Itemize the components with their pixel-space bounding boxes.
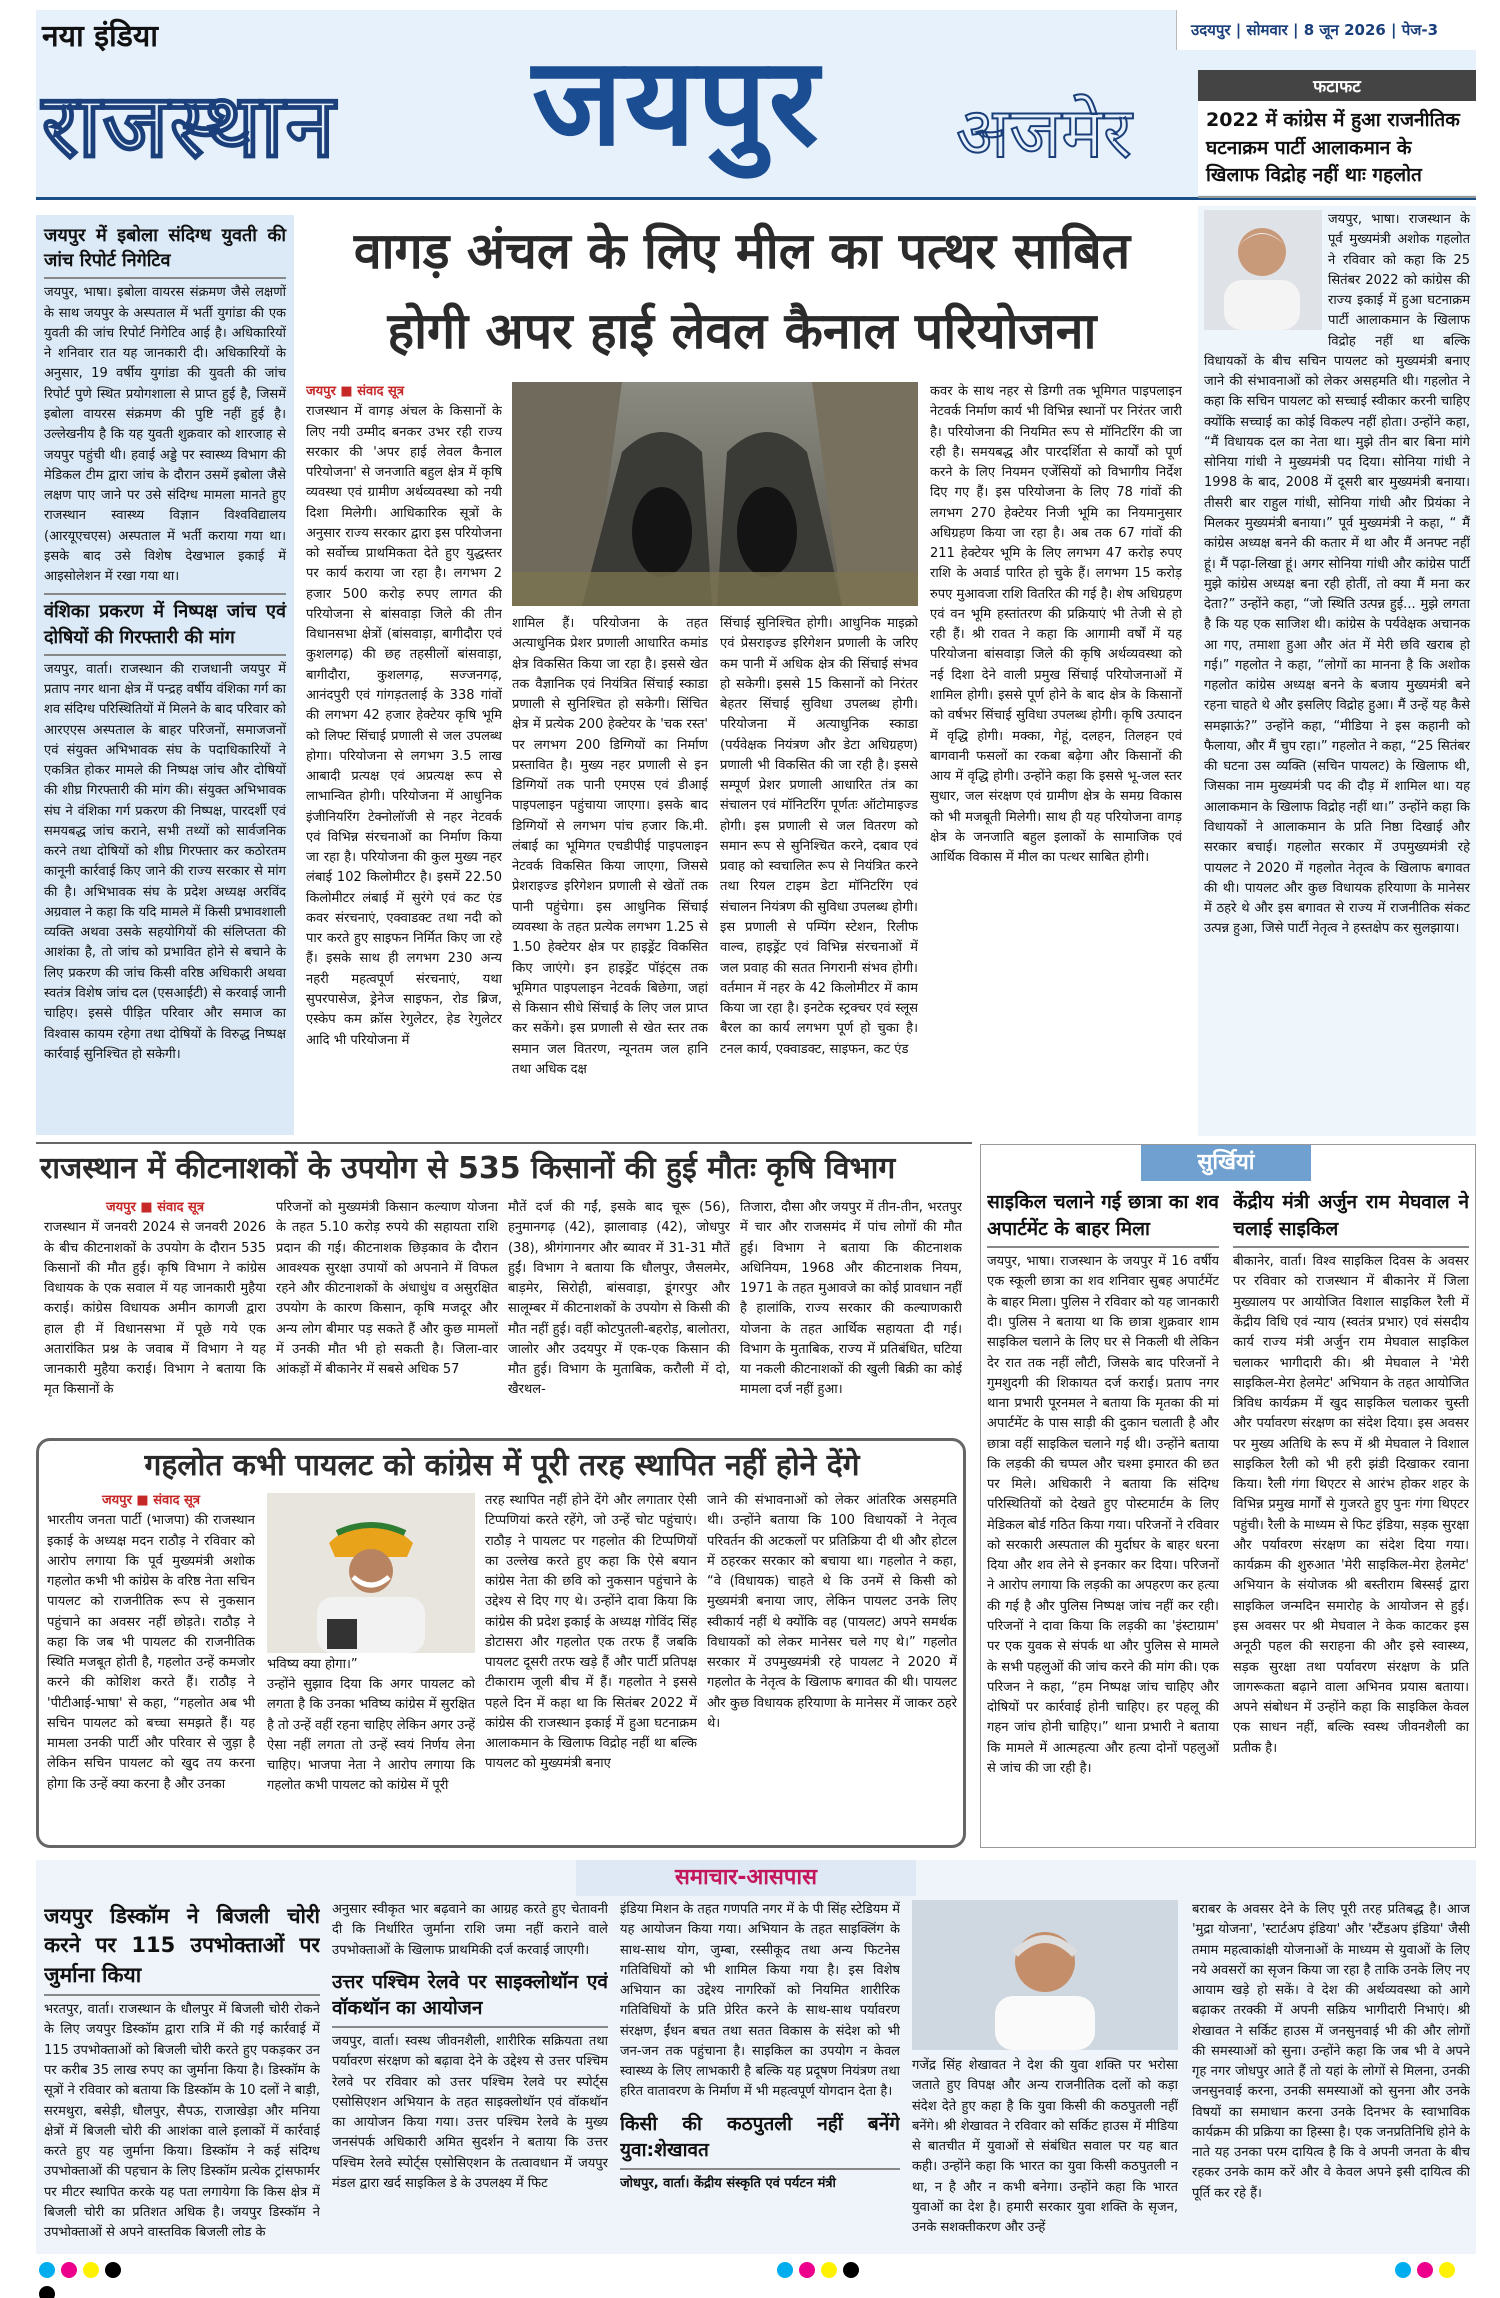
- shekhawat-photo: [912, 1900, 1178, 2050]
- gehlot-text-1: भारतीय जनता पार्टी (भाजपा) की राजस्थान इकाई के अध्यक्ष मदन राठौड़ ने रविवार को आरोप लगाया कि पूर्व मुख्यमंत्री अशोक गहलोत कभी भी कांग्रेस के वरिष्ठ नेता सचिन पायलट को राजनीतिक रूप से नुकसान पहुंचाने का अवसर नहीं छोड़ते। राठौड़ ने कहा कि जब भी पायलट की राजनीतिक स्थिति मजबूत होती है, गहलोत उन्हें कमजोर करने की कोशिश करते हैं। राठौड़ ने 'पीटीआई-भाषा' से कहा, “गहलोत अब भी सचिन पायलट को बच्चा समझते हैं। यह मामला उनकी पार्टी और परिवार से जुड़ा है लेकिन सचिन पायलट को खुद तय करना होगा कि उन्हें क्या करना है और उनका: [47, 1513, 255, 1792]
- surkhiyan-a-headline: साइकिल चलाने गई छात्रा का शव अपार्टमेंट के बाहर मिला: [987, 1187, 1219, 1248]
- gehlot-headline: गहलोत कभी पायलट को कांग्रेस में पूरी तरह स्थापित नहीं होने देंगे: [144, 1448, 860, 1483]
- lead-col-3: सिंचाई सुनिश्चित होगी। आधुनिक माइक्रो एवं प्रेसराइज्ड इरिगेशन प्रणाली के जरिए कम पानी में अधिक क्षेत्र की सिंचाई संभव हो सकेगी। इससे 15 किसानों को निरंतर बेहतर सिंचाई सुविधा उपलब्ध होगी। परियोजना में अत्याधुनिक स्काडा (पर्यवेक्षक नियंत्रण और डेटा अधिग्रहण) प्रणाली भी विकसित की जा रही है। इससे सम्पूर्ण प्रेशर प्रणाली आधारित तंत्र का संचालन एवं मॉनिटरिंग पूर्णतः ऑटोमाइज्ड होगी। इस प्रणाली से जल वितरण को समान रूप से सुनिश्चित करने, दबाव एवं प्रवाह को स्वचालित रूप से नियंत्रित करने तथा रियल टाइम डेटा मॉनिटरिंग एवं संचालन नियंत्रण की सुविधा उपलब्ध होगी। इस प्रणाली से पम्पिंग स्टेशन, रिलीफ वाल्व, हाइड्रेंट एवं विभिन्न संरचनाओं में जल प्रवाह की सतत निगरानी संभव होगी। वर्तमान में नहर के 42 किलोमीटर में काम किया जा रहा है। इनटेक स्ट्रक्चर एवं स्लूस बैरल का कार्य लगभग पूर्ण हो चुका है। टनल कार्य, एक्वाडक्ट, साइफन, कट एंड: [720, 616, 918, 1057]
- lead-col-2: शामिल हैं। परियोजना के तहत अत्याधुनिक प्रेशर प्रणाली आधारित कमांड क्षेत्र विकसित किया जा रहा है। इससे खेत तक वैज्ञानिक एवं नियंत्रित सिंचाई स्काडा प्रणाली से सुनिश्चित हो सकेगी। सिंचित क्षेत्र में प्रत्येक 200 हेक्टेयर के 'चक रस्त' पर लगभग 200 डिग्गियों का निर्माण प्रस्तावित है। मुख्य नहर प्रणाली से इन डिग्गियों तक पानी एमएस एवं डीआई पाइपलाइन पहुंचाया जाएगा। इसके बाद डिग्गियों से लगभग पांच हजार कि.मी. लंबाई का भूमिगत एचडीपीई पाइपलाइन नेटवर्क विकसित किया जाएगा, जिससे प्रेशराइज्ड इरिगेशन प्रणाली से खेतों तक पानी पहुंचेगा। इस आधुनिक सिंचाई व्यवस्था के तहत प्रत्येक लगभग 1.25 से 1.50 हेक्टेयर क्षेत्र पर हाइड्रेंट विकसित किए जाएंगे। इन हाइड्रेंट पॉइंट्स तक भूमिगत पाइपलाइन नेटवर्क बिछेगा, जहां से किसान सीधे सिंचाई के लिए जल प्राप्त कर सकेंगे। इस प्रणाली से खेत स्तर तक समान जल वितरण, न्यूनतम जल हानि तथा अधिक दक्ष: [512, 616, 708, 1077]
- surkhiyan-b: [1233, 1187, 1469, 1843]
- pesticide-col-3: मौतें दर्ज की गईं, इसके बाद चूरू (56), हनुमानगढ़ (42), झालावाड़ (42), जोधपुर (38), श्रीगंगानगर और ब्यावर में 31-31 मौतें हुईं। विभाग ने बताया कि धौलपुर, जैसलमेर, बाड़मेर, सिरोही, बांसवाड़ा, डूंगरपुर और सालूम्बर में कीटनाशकों के उपयोग से किसी की मौत नहीं हुई। वहीं कोटपुतली-बहरोड़, बालोतरा, जालोर और उदयपुर में एक-एक किसान की मौत हुई। विभाग के मुताबिक, करौली में दो, खैरथल-: [508, 1200, 730, 1398]
- pesticide-col-4: तिजारा, दौसा और जयपुर में तीन-तीन, भरतपुर में चार और राजसमंद में पांच लोगों की मौत हुई। विभाग ने बताया कि कीटनाशक अधिनियम, 1968 और कीटनाशक नियम, 1971 के तहत मुआवजे का कोई प्रावधान नहीं है हालांकि, राज्य सरकार की कल्याणकारी योजना के तहत आर्थिक सहायता दी गई। विभाग के मुताबिक, राज्य में प्रतिबंधित, घटिया या नकली कीटनाशकों की खुली बिक्री का कोई मामला दर्ज नहीं हुआ।: [740, 1200, 962, 1398]
- city-name: जयपुर: [532, 31, 821, 173]
- fit-body: इंडिया मिशन के तहत गणपति नगर में के पी सिंह स्टेडियम में यह आयोजन किया गया। अभियान के तहत साइक्लिंग के साथ-साथ योग, जुम्बा, रस्सीकूद तथा अन्य फिटनेस गतिविधियों को भी शामिल किया गया है। इस विशेष अभियान का उद्देश्य नागरिकों को नियमित शारीरिक गतिविधियों के प्रति प्रेरित करने के साथ-साथ पर्यावरण संरक्षण, ईंधन बचत तथा सतत विकास के संदेश को भी जन-जन तक पहुंचाना है। साइकिल का उपयोग न केवल स्वास्थ्य के लिए लाभकारी है बल्कि यह प्रदूषण नियंत्रण तथा हरित वातावरण के निर्माण में भी महत्वपूर्ण योगदान देता है।: [620, 1902, 900, 2100]
- surkhiyan-b-body: बीकानेर, वार्ता। विश्व साइकिल दिवस के अवसर पर रविवार को राजस्थान में बीकानेर में जिला मुख्यालय पर आयोजित विशाल साइकिल रैली में केंद्रीय विधि एवं न्याय (स्वतंत्र प्रभार) एवं संसदीय कार्य राज्य मंत्री अर्जुन राम मेघवाल साइकिल चलाकर भागीदारी की। श्री मेघवाल ने 'मेरी साइकिल-मेरा हेलमेट' अभियान के तहत आयोजित त्रिविध कार्यक्रम में खुद साइकिल चलाकर चुस्ती और पर्यावरण संरक्षण का संदेश दिया। इस अवसर पर मुख्य अतिथि के रूप में श्री मेघवाल ने विशाल साइकिल रैली को भी हरी झंडी दिखाकर रवाना किया। रैली गंगा थिएटर से आरंभ होकर शहर के विभिन्न प्रमुख मार्गों से गुजरते हुए पुनः गंगा थिएटर पहुंची। रैली के माध्यम से फिट इंडिया, सड़क सुरक्षा और पर्यावरण संरक्षण का संदेश दिया गया। कार्यक्रम की शुरुआत 'मेरी साइकिल-मेरा हेलमेट' अभियान के संयोजक श्री बस्तीराम बिस्सई द्वारा साइकिल जन्मदिन समारोह के आयोजन से हुई। इस अवसर पर श्री मेघवाल ने केक काटकर इस अनूठी पहल की सराहना की और इसे स्वास्थ्य, सड़क सुरक्षा तथा पर्यावरण संरक्षण के प्रति जागरूकता बढ़ाने वाला अभिनव प्रयास बताया। अपने संबोधन में उन्होंने कहा कि साइकिल केवल एक साधन नहीं, बल्कि स्वस्थ जीवनशैली का प्रतीक है।: [1233, 1254, 1469, 1756]
- pesticide-headline: राजस्थान में कीटनाशकों के उपयोग से 535 किसानों की हुई मौतः कृषि विभाग: [40, 1151, 896, 1186]
- fit-story: [620, 1900, 900, 2250]
- state-name: राजस्थान: [42, 74, 337, 177]
- gehlot-col-1: [47, 1491, 255, 1843]
- rail-story: [332, 1900, 608, 2250]
- pesticide-text-1: राजस्थान में जनवरी 2024 से जनवरी 2026 के बीच कीटनाशकों के उपयोग के दौरान 535 किसानों की मौत हुई। कृषि विभाग ने कांग्रेस विधायक के एक सवाल में यह जानकारी मुहैया कराई। कांग्रेस विधायक अमीन कागजी द्वारा हाल ही में विधानसभा में पूछे गये एक अतारांकित प्रश्न के जवाब में विभाग ने यह जानकारी मुहैया कराई। विभाग ने बताया कि मृत किसानों के: [44, 1220, 266, 1398]
- pesticide-col-2: परिजनों को मुख्यमंत्री किसान कल्याण योजना के तहत 5.10 करोड़ रुपये की सहायता राशि प्रदान की गई। कीटनाशक छिड़काव के दौरान आवश्यक सुरक्षा उपायों को अपनाने में विफल रहने और कीटनाशकों के अंधाधुंध व असुरक्षित उपयोग के कारण किसान, कृषि मजदूर और अन्य लोग बीमार पड़ सकते हैं और कुछ मामलों में उनकी मौत भी हो सकती है। जिला-वार आंकड़ों में बीकानेर में सबसे अधिक 57: [276, 1200, 498, 1378]
- aaspaas-tag: समाचार-आसपास: [576, 1860, 916, 1896]
- youth-col-1: गजेंद्र सिंह शेखावत ने देश की युवा शक्ति पर भरोसा जताते हुए विपक्ष और अन्य राजनीतिक दलों को कड़ा संदेश देते हुए कहा है कि युवा किसी की कठपुतली नहीं बनेंगे। श्री शेखावत ने रविवार को सर्किट हाउस में मीडिया से बातचीत में युवाओं से संबंधित सवाल पर यह बात कही। उन्होंने कहा कि भारत का युवा किसी कठपुतली न था, न है और न कभी बनेगा। उन्होंने कहा कि भारत युवाओं का देश है। हमारी सरकार युवा शक्ति के सृजन, उनके सशक्तीकरण और उन्हें: [912, 2058, 1178, 2236]
- lead-col-4: कवर के साथ नहर से डिग्गी तक भूमिगत पाइपलाइन नेटवर्क निर्माण कार्य भी विभिन्न स्थानों पर निरंतर जारी है। परियोजना की नियमित रूप से मॉनिटरिंग की जा रही है। समयबद्ध और पारदर्शिता से कार्यों को पूर्ण करने के लिए नियमन एजेंसियों को विभागीय निर्देश दिए गए हैं। इस परियोजना के लिए 78 गांवों की लगभग 270 हेक्टेयर निजी भूमि का नियमानुसार अधिग्रहण किया जा रहा है। अब तक 67 गांवों की 211 हेक्टेयर भूमि के लिए लगभग 47 करोड़ रुपए राशि के अवार्ड पारित हो चुके हैं। लगभग 15 करोड़ रुपए मुआवजा राशि वितरित की गई है। शेष अधिग्रहण एवं वन भूमि हस्तांतरण की प्रक्रियाएं भी तेजी से हो रही हैं। श्री रावत ने कहा कि आगामी वर्षों में यह परियोजना बांसवाड़ा जिले की कृषि अर्थव्यवस्था को नई दिशा देने वाली प्रमुख सिंचाई परियोजनाओं में शामिल होगी। इससे पूर्ण होने के बाद क्षेत्र के किसानों को वर्षभर सिंचाई सुविधा उपलब्ध होगी। कृषि उत्पादन में वृद्धि होगी। मक्का, गेहूं, दलहन, तिलहन एवं बागवानी फसलों का रकबा बढ़ेगा और किसानों की आय में वृद्धि होगी। उन्होंने कहा कि इससे भू-जल स्तर सुधार, जल संरक्षण एवं ग्रामीण क्षेत्र के समग्र विकास को भी मजबूती मिलेगी। साथ ही यह परियोजना वागड़ क्षेत्र के जनजाति बहुल इलाकों के सामाजिक एवं आर्थिक विकास में मील का पत्थर साबित होगी।: [930, 384, 1182, 866]
- fatafat-body-column: [1198, 206, 1476, 1136]
- lead-col-1: [306, 382, 502, 1134]
- rail-headline: उत्तर पश्चिम रेलवे पर साइक्लोथॉन एवं वॉकथॉन का आयोजन: [332, 1967, 608, 2028]
- lead-headline-1: वागड़ अंचल के लिए मील का पत्थर साबित: [353, 222, 1131, 280]
- fatafat-body: जयपुर, भाषा। राजस्थान के पूर्व मुख्यमंत्री अशोक गहलोत ने रविवार को कहा कि 25 सितंबर 2022 को कांग्रेस की राज्य इकाई में हुआ घटनाक्रम पार्टी आलाकमान के खिलाफ विद्रोह नहीं था बल्कि विधायकों के बीच सचिन पायलट को मुख्यमंत्री बनाए जाने की संभावनाओं को लेकर असहमति थी। गहलोत ने कहा कि सचिन पायलट को सच्चाई स्वीकार करनी चाहिए क्योंकि सच्चाई का कोई विकल्प नहीं होता। उन्होंने कहा, “मैं विधायक दल का नेता था। मुझे तीन बार बिना मांगे सोनिया गांधी ने मुख्यमंत्री पद दिया। सोनिया गांधी ने 1998 के बाद, 2008 में दूसरी बार मुख्यमंत्री बनाया। तीसरी बार राहुल गांधी, सोनिया गांधी और प्रियंका ने मिलकर मुख्यमंत्री बनाया।” पूर्व मुख्यमंत्री ने कहा, “ मैं कांग्रेस अध्यक्ष बनने की कतार में था और मैं अनफ्ट नहीं हूं। मैं पढ़ा-लिखा हूं। अगर सोनिया गांधी और कांग्रेस पार्टी मुझे कांग्रेस अध्यक्ष बना रही होतीं, तो क्या मैं मना कर देता?” उन्होंने कहा, “जो स्थिति उत्पन्न हुई... मुझे लगता है कि यह एक साजिश थी। कांग्रेस के पर्यवेक्षक अचानक आ गए, तमाशा हुआ और अंत में मेरी छवि खराब हो गई।” गहलोत ने कहा, “लोगों का मानना है कि अशोक गहलोत कांग्रेस अध्यक्ष बनने के बजाय मुख्यमंत्री बने रहना चाहते थे और इसलिए विद्रोह हुआ। मैं उन्हें यह कैसे समझाऊं?” उन्होंने कहा, “मीडिया ने इस कहानी को फैलाया, और मैं चुप रहा।” गहलोत ने कहा, “25 सितंबर की घटना उस व्यक्ति (सचिन पायलट) के खिलाफ थी, जिसका नाम मुख्यमंत्री पद की दौड़ में शामिल था। यह आलाकमान के खिलाफ विद्रोह नहीं था।” उन्होंने कहा कि विधायकों ने आलाकमान के प्रति निष्ठा दिखाई और सरकार बचाई। गहलोत सरकार में उपमुख्यमंत्री रहे पायलट ने 2020 में गहलोत नेतृत्व के खिलाफ बगावत की थी। पायलट और कुछ विधायक हरियाणा के मानेसर में ठहरे थे और इस बगावत से राज्य में राजनीतिक संकट उत्पन्न हुआ, जिसे पार्टी नेतृत्व ने हस्तक्षेप कर सुलझाया।: [1204, 212, 1470, 937]
- date-strip: [1176, 10, 1476, 50]
- divider: [36, 1142, 972, 1144]
- gehlot-col-3: तरह स्थापित नहीं होने देंगे और लगातार ऐसी टिप्पणियां करते रहेंगे, जो उन्हें चोट पहुंचाएं। राठौड़ ने पायलट पर गहलोत की टिप्पणियों का उल्लेख करते हुए कहा कि ऐसे बयान कांग्रेस नेता की छवि को नुकसान पहुंचाने के उद्देश्य से दिए गए थे। उन्होंने दावा किया कि कांग्रेस की प्रदेश इकाई के अध्यक्ष गोविंद सिंह डोटासरा और गहलोत एक तरफ हैं जबकि पायलट दूसरी तरफ खड़े हैं और पार्टी प्रतिपक्ष टीकाराम जूली बीच में हैं। गहलोत ने इससे पहले दिन में कहा था कि सितंबर 2022 में कांग्रेस की राजस्थान इकाई में हुआ घटनाक्रम आलाकमान के खिलाफ विद्रोह नहीं था बल्कि पायलट को मुख्यमंत्री बनाए: [485, 1493, 697, 1772]
- rail-body: जयपुर, वार्ता। स्वस्थ जीवनशैली, शारीरिक सक्रियता तथा पर्यावरण संरक्षण को बढ़ावा देने के उद्देश्य से उत्तर पश्चिम रेलवे पर रविवार को उत्तर पश्चिम रेलवे पर स्पोर्ट्स एसोसिएशन अभियान के तहत साइक्लोथॉन एवं वॉकथॉन का आयोजन किया गया। उत्तर पश्चिम रेलवे के मुख्य जनसंपर्क अधिकारी अमित सुदर्शन ने बताया कि उत्तर पश्चिम रेलवे स्पोर्ट्स एसोसिएशन के तत्वावधान में जयपुर मंडल द्वारा खर्द साइकिल डे के उपलक्ष्य में फिट: [332, 2033, 608, 2191]
- discom-body-2: अनुसार स्वीकृत भार बढ़वाने का आग्रह करते हुए चेतावनी दी कि निर्धारित जुर्माना राशि जमा नहीं कराने वाले उपभोक्ताओं के खिलाफ प्राथमिकी दर्ज करवाई जाएगी।: [332, 1902, 608, 1958]
- surkhiyan-tag: सुर्खियां: [1141, 1145, 1311, 1181]
- discom-body: भरतपुर, वार्ता। राजस्थान के धौलपुर में बिजली चोरी रोकने के लिए जयपुर डिस्कॉम द्वारा रात्रि में की गई कार्रवाई में 115 उपभोक्ताओं को बिजली चोरी करते हुए पकड़कर उन पर करीब 35 लाख रुपए का जुर्माना किया है। डिस्कॉम के सूत्रों ने रविवार को बताया कि डिस्कॉम के 10 दलों ने बाड़ी, सरमथुरा, बसेड़ी, धौलपुर, सैपऊ, राजाखेड़ा और मनिया क्षेत्रों में बिजली चोरी की आशंका वाले इलाकों में कार्रवाई करते हुए यह जुर्माना किया। डिस्कॉम ने कई संदिग्ध उपभोक्ताओं की पहचान के लिए डिस्कॉम प्रत्येक ट्रांसफार्मर पर मीटर स्थापित करके यह पता लगायेगा कि किस क्षेत्र में बिजली चोरी का प्रतिशत अधिक है। जयपुर डिस्कॉम ने उपभोक्ताओं से अपने वास्तविक बिजली लोड के: [44, 2002, 320, 2241]
- surkhiyan-box: [980, 1144, 1476, 1848]
- gehlot-byline: जयपुर ■ संवाद सूत्र: [102, 1493, 200, 1508]
- vanshika-body: जयपुर, वार्ता। राजस्थान की राजधानी जयपुर में प्रताप नगर थाना क्षेत्र में पन्द्रह वर्षीय वंशिका गर्ग का शव संदिग्ध परिस्थितियों में मिलने के बाद परिवार को आरएएस अस्पताल के बाहर परिजनों, समाजजनों एवं संयुक्त अभिभावक संघ के पदाधिकारियों ने एकत्रित होकर मामले की निष्पक्ष जांच और दोषियों की शीघ्र गिरफ्तारी की मांग की। संयुक्त अभिभावक संघ ने वंशिका गर्ग प्रकरण की निष्पक्ष, पारदर्शी एवं समयबद्ध जांच कराने, सभी तथ्यों को सार्वजनिक करने तथा दोषियों को शीघ्र गिरफ्तार कर कठोरतम कानूनी कार्रवाई किए जाने की राज्य सरकार से मांग की है। अभिभावक संघ के प्रदेश अध्यक्ष अरविंद अग्रवाल ने कहा कि यदि मामले में किसी प्रभावशाली व्यक्ति अथवा उसके सहयोगियों की संलिप्तता की आशंका है, तो जांच को प्रभावित होने से बचाने के लिए प्रकरण की जांच किसी वरिष्ठ अधिकारी अथवा स्वतंत्र विशेष जांच दल (एसआईटी) से करवाई जानी चाहिए। इससे पीड़ित परिवार और समाज का विश्वास कायम रहेगा तथा दोषियों के विरुद्ध निष्पक्ष कार्रवाई सुनिश्चित हो सकेगी।: [44, 661, 287, 1062]
- aaspaas-section: [36, 1860, 1476, 2254]
- surkhiyan-b-headline: केंद्रीय मंत्री अर्जुन राम मेघवाल ने चलाई साइकिल: [1233, 1187, 1469, 1248]
- gehlot-caption: भविष्य क्या होगा।”: [267, 1657, 358, 1672]
- gehlot-col-4: जाने की संभावनाओं को लेकर आंतरिक असहमति थी। उन्होंने बताया कि 100 विधायकों ने नेतृत्व परिवर्तन की अटकलों पर प्रतिक्रिया दी थी और होटल में ठहरकर सरकार को बचाया था। गहलोत ने कहा, “वे (विधायक) चाहते थे कि उनमें से किसी को मुख्यमंत्री बनाया जाए, लेकिन पायलट उनके लिए स्वीकार्य नहीं थे क्योंकि वह (पायलट) अपने समर्थक विधायकों को लेकर मानेसर चले गए थे।” गहलोत सरकार में उपमुख्यमंत्री रहे पायलट ने 2020 में गहलोत के नेतृत्व के खिलाफ बगावत की थी। पायलट और कुछ विधायक हरियाणा के मानेसर में जाकर ठहरे थे।: [707, 1493, 957, 1731]
- ebola-headline: जयपुर में इबोला संदिग्ध युवती की जांच रिपोर्ट निगेटिव: [44, 221, 286, 279]
- youth-headline: किसी की कठपुतली नहीं बनेंगे युवा:शेखावत: [620, 2109, 900, 2170]
- gehlot-photo: [1204, 210, 1322, 330]
- paper-name: नया इंडिया: [42, 19, 158, 54]
- surkhiyan-a-body: जयपुर, भाषा। राजस्थान के जयपुर में 16 वर्षीय एक स्कूली छात्रा का शव शनिवार सुबह अपार्टमेंट के बाहर मिला। पुलिस ने रविवार को यह जानकारी दी। पुलिस ने बताया था कि छात्रा शुक्रवार शाम साइकिल चलाने के लिए घर से निकली थी लेकिन देर रात तक नहीं लौटी, जिसके बाद परिजनों ने गुमशुदगी की शिकायत दर्ज कराई। प्रताप नगर थाना प्रभारी पूरनमल ने बताया कि मृतका की मां अपार्टमेंट के पास साड़ी की दुकान चलाती है और छात्रा वहीं साइकिल चलाने गई थी। उन्होंने बताया कि लड़की की चप्पल और चश्मा इमारत की छत पर मिले। अधिकारी ने बताया कि संदिग्ध परिस्थितियों को देखते हुए पोस्टमार्टम के लिए मेडिकल बोर्ड गठित किया गया। परिजनों ने रविवार को सरकारी अस्पताल की मुर्दाघर के बाहर धरना दिया और शव लेने से इनकार कर दिया। परिजनों ने आरोप लगाया कि लड़की का अपहरण कर हत्या की गई है और पुलिस निष्पक्ष जांच नहीं कर रही। परिजनों ने दावा किया कि लड़की का 'इंस्टाग्राम' पर एक युवक से संपर्क था और पुलिस से मामले के सभी पहलुओं की जांच करने की मांग की। एक परिजन ने कहा, “हम निष्पक्ष जांच चाहिए और दोषियों पर कार्रवाई होनी चाहिए। हर पहलू की गहन जांच होनी चाहिए।” थाना प्रभारी ने बताया कि मामले में आत्महत्या और हत्या दोनों पहलुओं से जांच की जा रही है।: [987, 1254, 1219, 1776]
- discom-headline: जयपुर डिस्कॉम ने बिजली चोरी करने पर 115 उपभोक्ताओं पर जुर्माना किया: [44, 1900, 320, 1996]
- fatafat-tag: फटाफट: [1198, 70, 1476, 101]
- date-line: उदयपुर | सोमवार | 8 जून 2026 | पेज-3: [1191, 21, 1439, 39]
- newspaper-page: [36, 10, 1476, 2280]
- vanshika-headline: वंशिका प्रकरण में निष्पक्ष जांच एवं दोषियों की गिरफ्तारी की मांग: [44, 593, 286, 655]
- rathore-photo: [267, 1493, 475, 1653]
- discom-story: [44, 1900, 320, 2250]
- lead-headline-2: होगी अपर हाई लेवल कैनाल परियोजना: [387, 302, 1097, 360]
- canal-tunnel-photo: [512, 382, 918, 606]
- lead-byline: जयपुर ■ संवाद सूत्र: [306, 384, 404, 399]
- youth-byline: जोधपुर, वार्ता। केंद्रीय संस्कृति एवं पर्यटन मंत्री: [620, 2175, 836, 2191]
- lead-text-1: राजस्थान में वागड़ अंचल के किसानों के लिए नयी उम्मीद बनकर उभर रही राज्य सरकार की 'अपर हाई लेवल कैनाल परियोजना' से जनजाति बहुल क्षेत्र में कृषि व्यवस्था एवं ग्रामीण अर्थव्यवस्था को नयी दिशा मिलेगी। आधिकारिक सूत्रों के अनुसार राज्य सरकार द्वारा इस परियोजना को सर्वोच्च प्राथमिकता देते हुए युद्धस्तर पर कार्य कराया जा रहा है। लगभग 2 हजार 500 करोड़ रुपए लागत की परियोजना से बांसवाड़ा जिले की तीन विधानसभा क्षेत्रों (बांसवाड़ा, बागीदौरा एवं कुशलगढ़) की छह तहसीलों बांसवाड़ा, बागीदौरा, कुशलगढ़, सज्जनगढ़, आनंदपुरी एवं गांगड़तलाई के 338 गांवों की लगभग 42 हजार हेक्टेयर कृषि भूमि को लिफ्ट सिंचाई प्रणाली से जल उपलब्ध होगा। परियोजना से लगभग 3.5 लाख आबादी प्रत्यक्ष एवं अप्रत्यक्ष रूप से लाभान्वित होगी। परियोजना में आधुनिक इंजीनियरिंग टेक्नोलॉजी से नहर नेटवर्क एवं विभिन्न संरचनाओं का निर्माण किया जा रहा है। परियोजना की कुल मुख्य नहर लंबाई 102 किलोमीटर है। इसमें 22.50 किलोमीटर लंबाई में सुरंगे एवं कट एंड कवर संरचनाएं, एक्वाडक्ट तथा नदी को पार करते हुए साइफन निर्मित किए जा रहे हैं। इसके साथ ही लगभग 230 अन्य नहरी महत्वपूर्ण संरचनाएं, यथा सुपरपासेज, ड्रेनेज साइफन, रोड ब्रिज, एस्केप कम क्रॉस रेगुलेटर, हेड रेगुलेटर आदि भी परियोजना में: [306, 404, 502, 1048]
- gehlot-story-box: [36, 1438, 966, 1848]
- pesticide-byline: जयपुर ■ संवाद सूत्र: [106, 1200, 204, 1215]
- left-column: [36, 215, 294, 1135]
- youth-col-2: बराबर के अवसर देने के लिए पूरी तरह प्रतिबद्ध है। आज 'मुद्रा योजना', 'स्टार्टअप इंडिया' और 'स्टैंडअप इंडिया' जैसी तमाम महत्वाकांक्षी योजनाओं के माध्यम से युवाओं के लिए नये अवसरों का सृजन किया जा रहा है ताकि उनके लिए नए आयाम खड़े हो सकें। वे देश की अर्थव्यवस्था को आगे बढ़ाकर तरक्की में अपनी सक्रिय भागीदारी निभाएं। श्री शेखावत ने सर्किट हाउस में जनसुनवाई भी की और लोगों की समस्याओं को सुना। उन्होंने कहा कि जब भी वे अपने गृह नगर जोधपुर आते हैं तो यहां के लोगों से मिलना, उनकी जनसुनवाई करना, उनकी समस्याओं को सुनना और उनके विषयों का समाधान करना उनके दिनभर के स्वाभाविक कार्यक्रम की प्रक्रिया का हिस्सा है। एक जनप्रतिनिधि होने के नाते यह उनका परम दायित्व है कि वे अपनी जनता के बीच रहकर उनके काम करें और वे केवल अपने इसी दायित्व की पूर्ति कर रहे हैं।: [1192, 1902, 1470, 2201]
- gehlot-col-2: उन्होंने सुझाव दिया कि अगर पायलट को लगता है कि उनका भविष्य कांग्रेस में सुरक्षित है तो उन्हें वहीं रहना चाहिए लेकिन अगर उन्हें ऐसा नहीं लगता तो उन्हें स्वयं निर्णय लेना चाहिए। भाजपा नेता ने आरोप लगाया कि गहलोत कभी पायलट को कांग्रेस में पूरी: [267, 1677, 475, 1794]
- ebola-body: जयपुर, भाषा। इबोला वायरस संक्रमण जैसे लक्षणों के साथ जयपुर के अस्पताल में भर्ती युगांडा की एक युवती की जांच रिपोर्ट निगेटिव आई है। अधिकारियों ने शनिवार रात यह जानकारी दी। अधिकारियों के अनुसार, 19 वर्षीय युगांडा की युवती की जांच रिपोर्ट पुणे स्थित प्रयोगशाला से प्राप्त हुई है, जिसमें इबोला वायरस संक्रमण की पुष्टि नहीं हुई है। उल्लेखनीय है कि यह युवती शुक्रवार को शारजाह से जयपुर पहुंची थी। हवाई अड्डे पर स्वास्थ्य विभाग की मेडिकल टीम द्वारा जांच के दौरान उसमें इबोला जैसे लक्षण पाए जाने पर उसे संदिग्ध मामला मानते हुए राजस्थान स्वास्थ्य विज्ञान विश्वविद्यालय (आरयूएचएस) अस्पताल में भर्ती कराया गया था। इसके बाद उसे विशेष देखभाल इकाई में आइसोलेशन में रखा गया था।: [44, 285, 286, 585]
- pesticide-col-1: [44, 1198, 266, 1432]
- surkhiyan-a: [987, 1187, 1219, 1843]
- fatafat-headline: 2022 में कांग्रेस में हुआ राजनीतिक घटनाक्रम पार्टी आलाकमान के खिलाफ विद्रोह नहीं थाः गहलोत: [1198, 101, 1476, 198]
- fatafat-box: [1198, 70, 1476, 195]
- registration-marks: [36, 2260, 1476, 2280]
- sub-city-name: अजमेर: [956, 92, 1132, 174]
